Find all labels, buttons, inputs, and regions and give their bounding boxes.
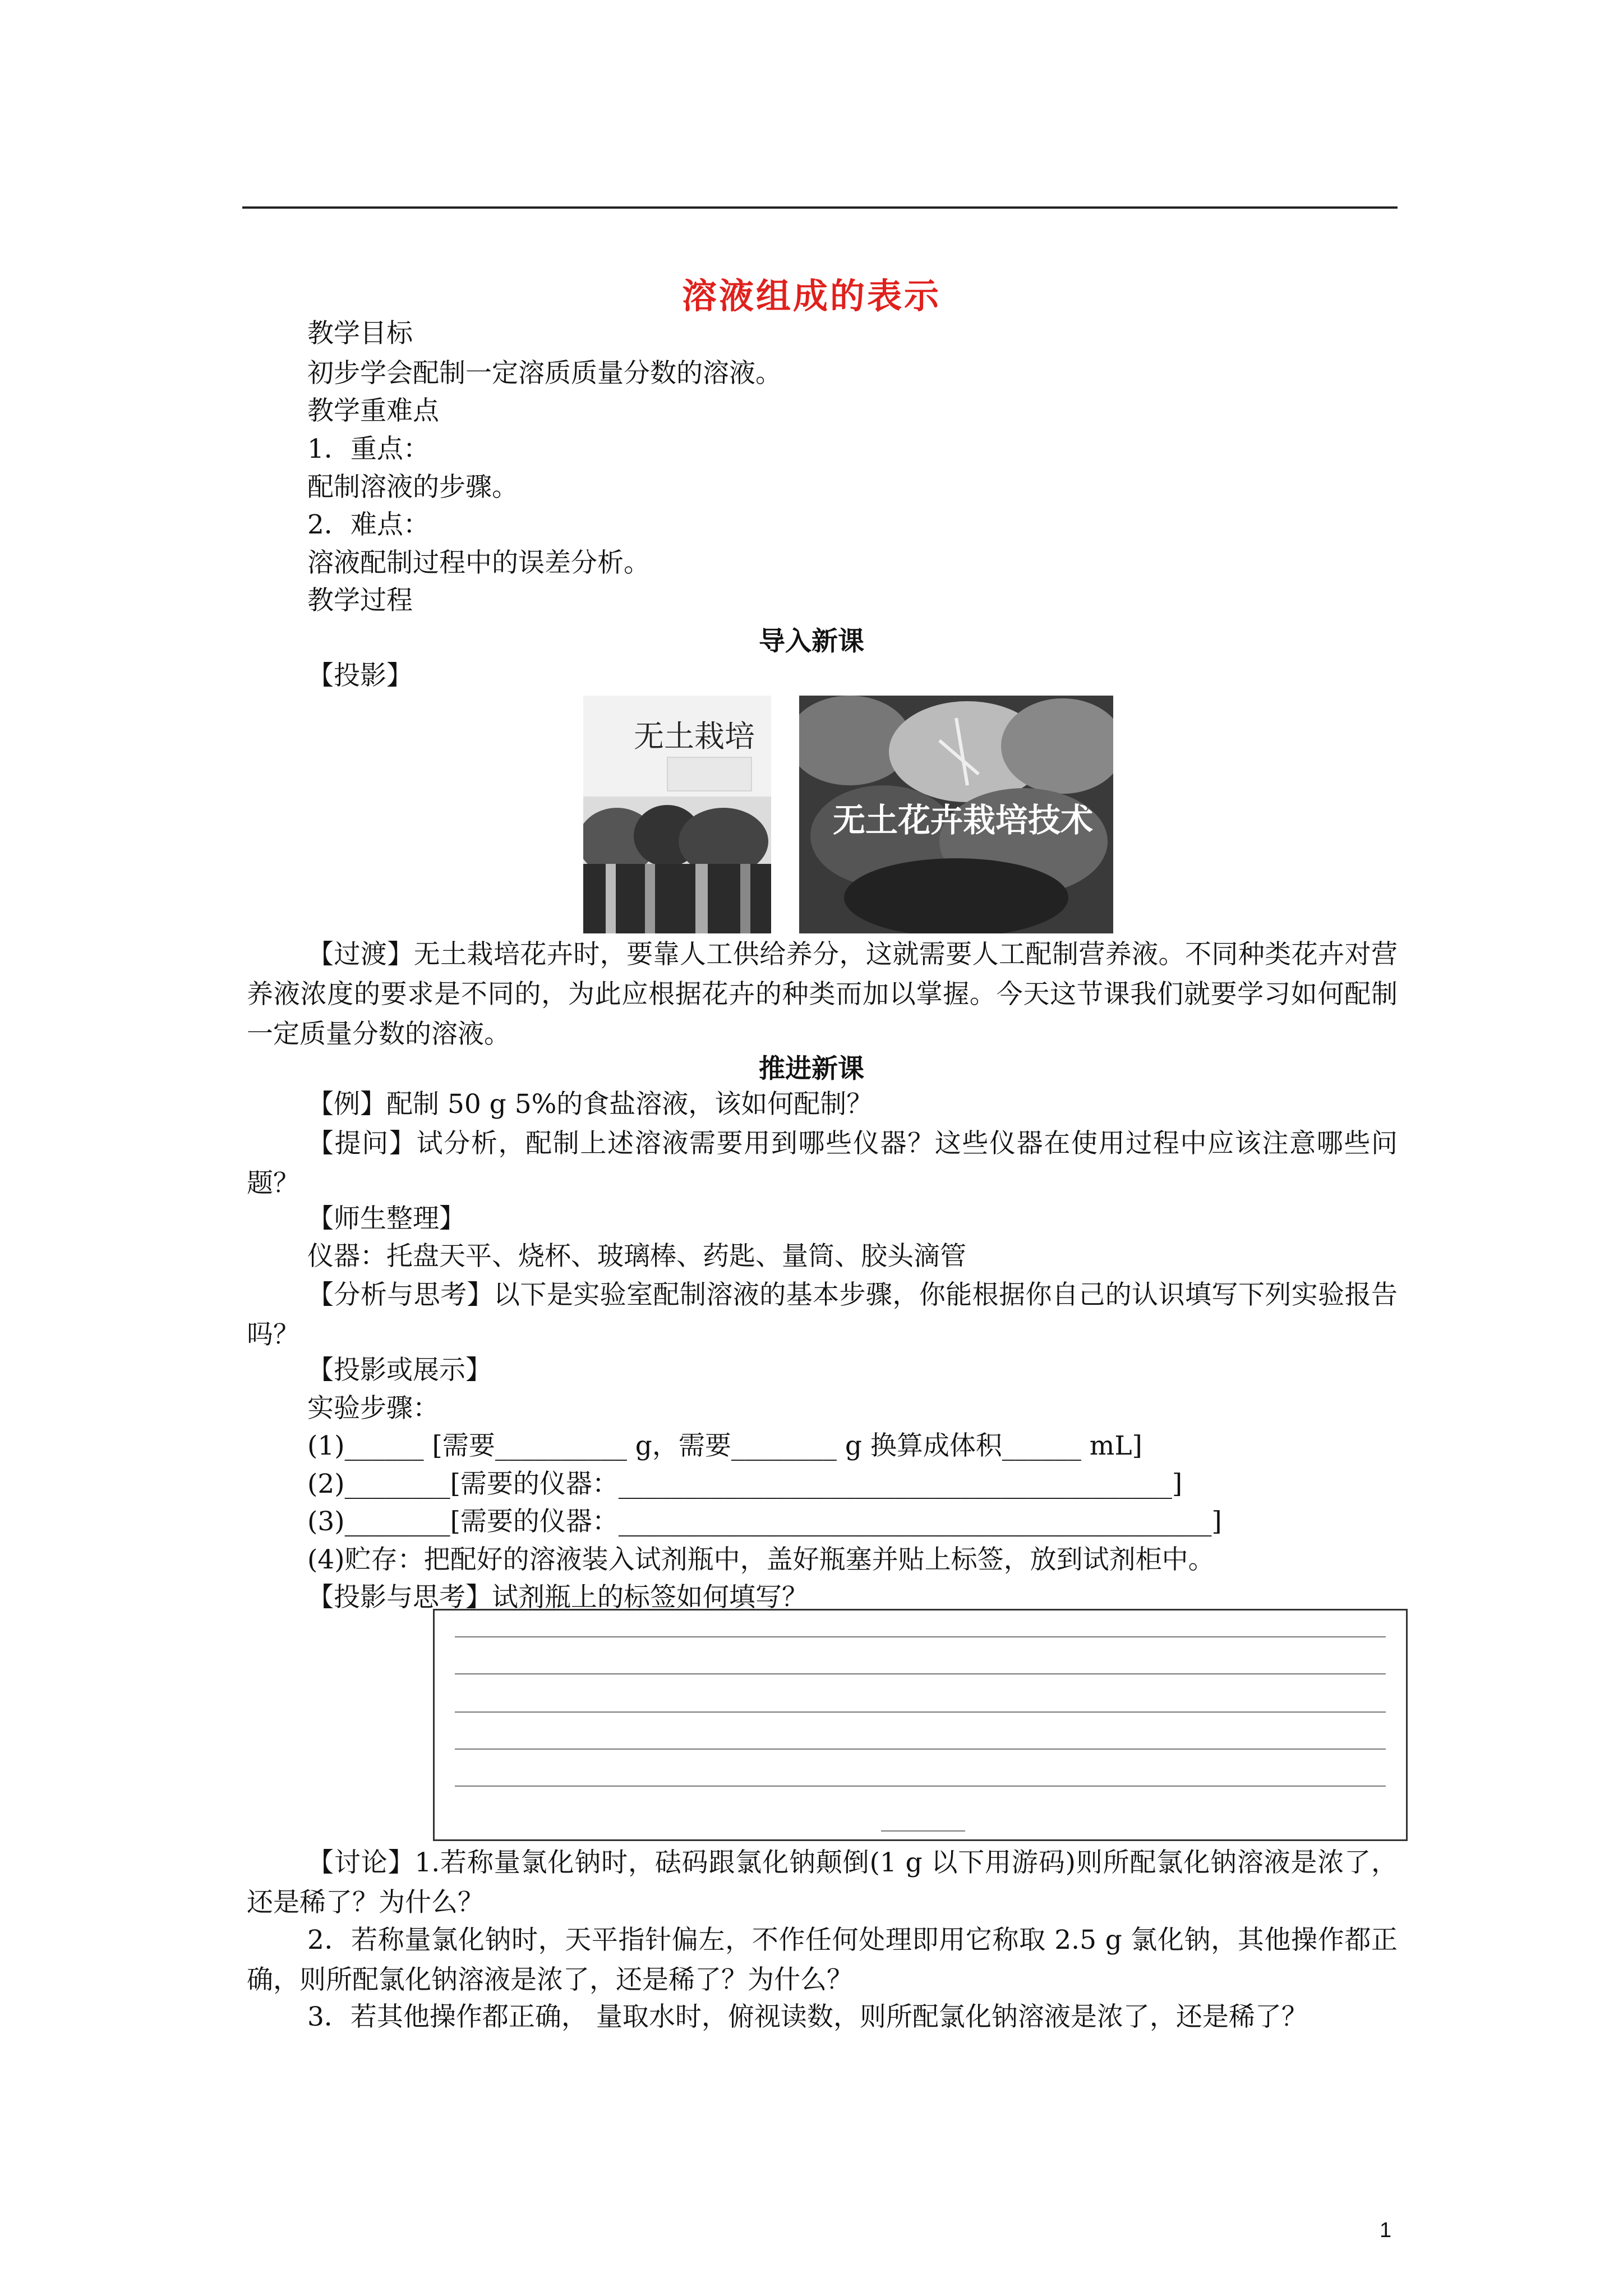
step-1: (1)______ [需要__________ g，需要________ g 换算成体积______ mL] [307, 1430, 1142, 1461]
discussion-2: 2．若称量氯化钠时，天平指针偏左，不作任何处理即用它称取 2.5 g 氯化钠，其他操作都正确，则所配氯化钠溶液是浓了，还是稀了？为什么？ [247, 1925, 1398, 1995]
label-blank-line [455, 1673, 1386, 1674]
flower-cultivation-image [799, 696, 1113, 933]
instruments-text: 仪器：托盘天平、烧杯、玻璃棒、药匙、量筒、胶头滴管 [307, 1241, 966, 1272]
difficulty-text: 溶液配制过程中的误差分析。 [307, 547, 650, 578]
projection-show-label: 【投影或展示】 [307, 1355, 492, 1386]
difficulty-label: 2．难点： [307, 509, 430, 540]
reagent-label-box [433, 1609, 1408, 1841]
projection-label: 【投影】 [307, 660, 413, 691]
label-blank-line [455, 1786, 1386, 1787]
key-point-text: 配制溶液的步骤。 [307, 472, 518, 503]
step-2: (2)________[需要的仪器：__________________________________________] [307, 1469, 1183, 1499]
transition-paragraph: 【过渡】无土栽培花卉时，要靠人工供给养分，这就需要人工配制营养液。不同种类花卉对营养液浓度的要求是不同的，为此应根据花卉的种类而加以掌握。今天这节课我们就要学习如何配制一定质量分数的溶液。 [247, 939, 1398, 1050]
soilless-culture-image [583, 696, 771, 933]
key-point-label: 1．重点： [307, 434, 430, 464]
teaching-goal-text: 初步学会配制一定溶质质量分数的溶液。 [307, 358, 782, 389]
question-paragraph: 【提问】试分析，配制上述溶液需要用到哪些仪器？这些仪器在使用过程中应该注意哪些问题？ [247, 1128, 1398, 1199]
header-rule [242, 206, 1398, 209]
analysis-paragraph: 【分析与思考】以下是实验室配制溶液的基本步骤，你能根据你自己的认识填写下列实验报告吗？ [247, 1280, 1398, 1350]
step-3: (3)________[需要的仪器：_____________________________________________] [307, 1506, 1222, 1537]
discussion-1: 【讨论】1.若称量氯化钠时，砝码跟氯化钠颠倒(1 g 以下用游码)则所配氯化钠溶液是浓了，还是稀了？为什么？ [247, 1847, 1398, 1918]
label-blank-line [455, 1636, 1386, 1637]
label-blank-line [881, 1830, 965, 1832]
key-points-heading: 教学重难点 [307, 395, 439, 426]
step-4: (4)贮存：把配好的溶液装入试剂瓶中，盖好瓶塞并贴上标签，放到试剂柜中。 [307, 1544, 1215, 1575]
projection-think-label: 【投影与思考】试剂瓶上的标签如何填写？ [307, 1582, 808, 1613]
section-advance-heading: 推进新课 [759, 1053, 864, 1084]
discussion-3: 3．若其他操作都正确， 量取水时，俯视读数，则所配氯化钠溶液是浓了，还是稀了？ [307, 2001, 1308, 2032]
section-intro-heading: 导入新课 [759, 626, 864, 657]
teaching-goal-heading: 教学目标 [307, 318, 413, 349]
teacher-student-label: 【师生整理】 [307, 1203, 465, 1234]
label-blank-line [455, 1711, 1386, 1713]
label-blank-line [455, 1749, 1386, 1750]
example-text: 【例】配制 50 g 5%的食盐溶液，该如何配制？ [307, 1089, 873, 1120]
document-title: 溶液组成的表示 [681, 275, 941, 316]
teaching-process-heading: 教学过程 [307, 585, 413, 616]
left-image-caption: 无土栽培 [634, 719, 755, 754]
steps-label: 实验步骤： [307, 1393, 439, 1424]
right-image-caption: 无土花卉栽培技术 [833, 801, 1094, 839]
page-number: 1 [1380, 2219, 1392, 2242]
